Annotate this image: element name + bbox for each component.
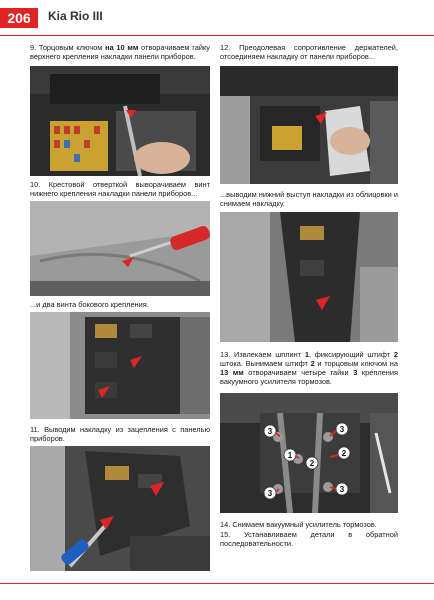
callout-1: 1: [287, 451, 293, 460]
caption-step-12: 12. Преодолевая сопротивление держателей, отсоединяем накладку от панели приборов...: [220, 43, 398, 61]
caption-step-10: 10. Крестовой отверткой выворачиваем винт нижнего крепления накладки панели приборов...: [30, 180, 210, 198]
caption-step-12b: ...выводим нижний выступ накладки из облицовки и снимаем накладку.: [220, 190, 398, 208]
callout-3-d: 3: [339, 485, 345, 494]
caption-step-14: 14. Снимаем вакуумный усилитель тормозов.: [220, 520, 377, 529]
page-header: [0, 0, 434, 36]
callout-2-a: 2: [341, 449, 347, 458]
photo-step-12: [220, 66, 398, 184]
photo-step-9: [30, 66, 210, 176]
header-rule: [0, 35, 434, 36]
caption-step-9: 9. Торцовым ключом на 10 мм отворачиваем гайку верхнего крепления накладки панели приборов.: [30, 43, 210, 61]
photo-step-12b: [220, 212, 398, 342]
book-title: Kia Rio III: [48, 9, 103, 23]
callout-3-b: 3: [339, 425, 345, 434]
photo-step-13: [220, 393, 398, 513]
caption-step-13: 13. Извлекаем шплинт 1, фиксирующий штифт 2 штока. Вынимаем штифт 2 и торцовым ключом на 13 мм отворачиваем четыре гайки 3 крепления вакуумного усилителя тормозов.: [220, 350, 399, 386]
caption-step-11: 11. Выводим накладку из зацепления с панелью приборов.: [30, 425, 210, 443]
callout-3-c: 3: [267, 489, 273, 498]
callout-3-a: 3: [267, 427, 273, 436]
photo-step-10: [30, 201, 210, 296]
caption-step-10b: ...и два винта бокового крепления.: [30, 300, 149, 309]
page-number: 206: [0, 8, 38, 28]
caption-step-15: 15. Устанавливаем детали в обратной последовательности.: [220, 530, 398, 548]
footer-rule: [0, 583, 434, 584]
photo-step-11: [30, 446, 210, 571]
photo-step-10b: [30, 312, 210, 419]
callout-2-b: 2: [309, 459, 315, 468]
